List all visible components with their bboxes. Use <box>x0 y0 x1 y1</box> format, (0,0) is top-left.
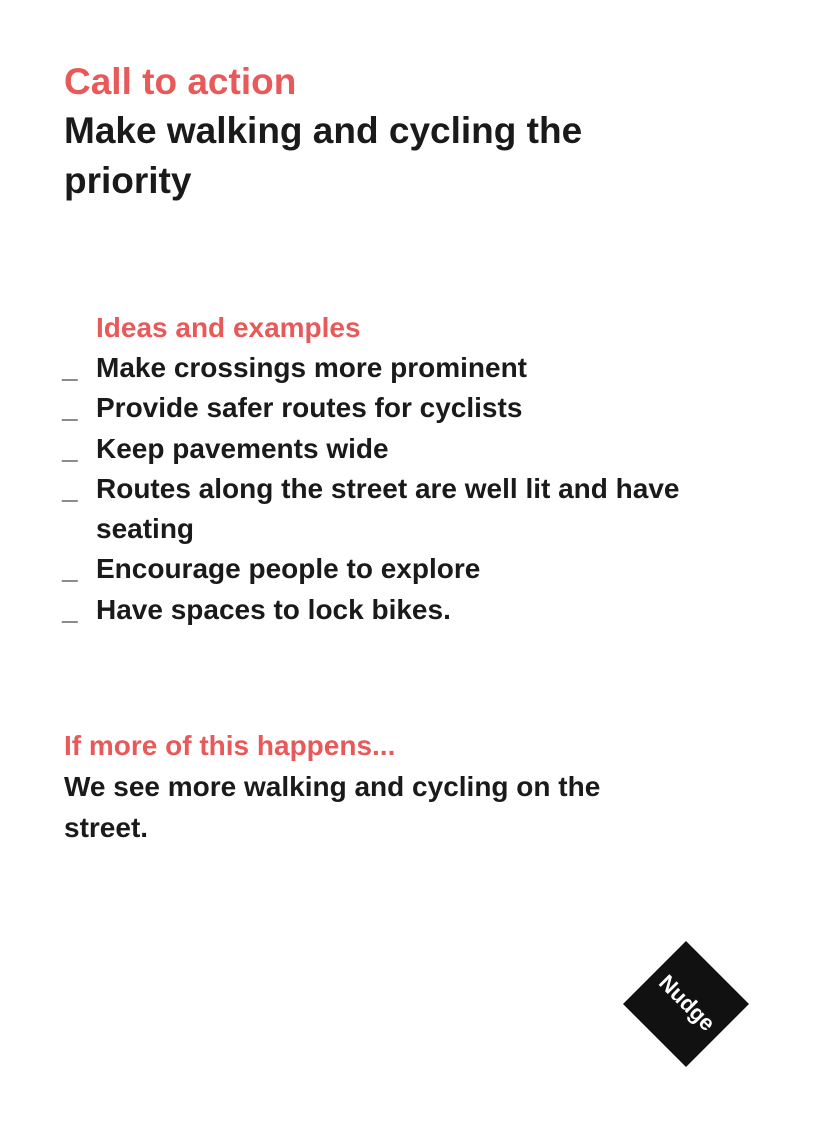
ideas-heading: Ideas and examples <box>96 312 361 343</box>
list-item <box>62 590 702 630</box>
bullet-dash: _ <box>62 472 78 504</box>
list-item <box>62 348 702 388</box>
bullet-dash: _ <box>62 593 78 625</box>
list-item <box>62 429 702 469</box>
list-item-text: Keep pavements wide <box>96 432 389 464</box>
list-item-text: Encourage people to explore <box>96 553 481 585</box>
bullet-dash: _ <box>62 352 78 383</box>
bullet-dash: _ <box>62 392 78 424</box>
list-item <box>62 388 702 428</box>
nudge-diamond-logo-icon <box>623 941 749 1067</box>
outcome-heading: If more of this happens... <box>64 730 396 761</box>
list-item-text: Have spaces to lock bikes. <box>96 593 451 625</box>
card-headline: Make walking and cycling the priority <box>64 110 583 201</box>
bullet-dash: _ <box>62 553 78 585</box>
bullet-dash: _ <box>62 432 78 464</box>
list-item-text: Routes along the street are well lit and have seating <box>96 472 680 545</box>
logo-text: Nudge <box>654 969 721 1036</box>
outcome-text: We see more walking and cycling on the street. <box>64 771 601 843</box>
list-item-text: Provide safer routes for cyclists <box>96 392 523 424</box>
list-item <box>62 469 702 550</box>
list-item-text: Make crossings more prominent <box>96 352 528 383</box>
list-item <box>62 549 702 589</box>
card-kicker: Call to action <box>64 61 297 102</box>
ideas-list <box>62 348 702 630</box>
